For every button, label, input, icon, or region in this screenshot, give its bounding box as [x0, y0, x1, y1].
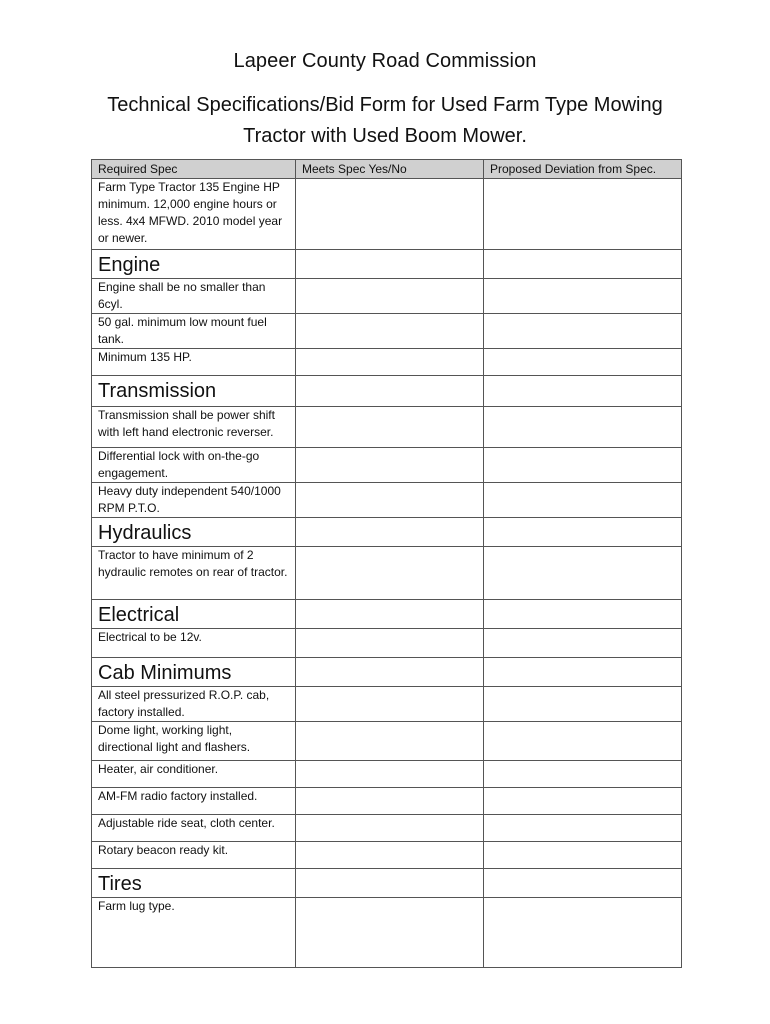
spec-row	[92, 483, 682, 518]
spec-requirement: 50 gal. minimum low mount fuel tank.	[92, 314, 296, 349]
spec-requirement: Engine shall be no smaller than 6cyl.	[92, 279, 296, 314]
section-heading: Cab Minimums	[92, 658, 296, 687]
meets-spec-field[interactable]	[296, 483, 484, 518]
spec-requirement: Farm lug type.	[92, 898, 296, 968]
meets-spec-field[interactable]	[296, 815, 484, 842]
deviation-field[interactable]	[484, 483, 682, 518]
spec-requirement: Dome light, working light, directional light and flashers.	[92, 722, 296, 761]
section-meets-cell	[296, 869, 484, 898]
spec-row	[92, 898, 682, 968]
deviation-field[interactable]	[484, 629, 682, 658]
deviation-field[interactable]	[484, 687, 682, 722]
section-meets-cell	[296, 250, 484, 279]
spec-requirement: AM-FM radio factory installed.	[92, 788, 296, 815]
section-row	[92, 600, 682, 629]
spec-requirement: Heater, air conditioner.	[92, 761, 296, 788]
section-row	[92, 376, 682, 407]
deviation-field[interactable]	[484, 815, 682, 842]
deviation-field[interactable]	[484, 761, 682, 788]
meets-spec-field[interactable]	[296, 349, 484, 376]
meets-spec-field[interactable]	[296, 314, 484, 349]
deviation-field[interactable]	[484, 349, 682, 376]
section-heading: Transmission	[92, 376, 296, 407]
table-header-row	[92, 160, 682, 179]
section-row	[92, 869, 682, 898]
document-subtitle: Technical Specifications/Bid Form for Used Farm Type Mowing Tractor with Used Boom Mower.	[107, 94, 663, 147]
meets-spec-field[interactable]	[296, 761, 484, 788]
deviation-field[interactable]	[484, 279, 682, 314]
section-deviation-cell	[484, 658, 682, 687]
spec-requirement: Transmission shall be power shift with left hand electronic reverser.	[92, 407, 296, 448]
deviation-field[interactable]	[484, 898, 682, 968]
spec-requirement: Minimum 135 HP.	[92, 349, 296, 376]
meets-spec-field[interactable]	[296, 547, 484, 600]
meets-spec-field[interactable]	[296, 448, 484, 483]
section-row	[92, 250, 682, 279]
spec-row	[92, 448, 682, 483]
spec-requirement: Tractor to have minimum of 2 hydraulic remotes on rear of tractor.	[92, 547, 296, 600]
section-heading: Tires	[92, 869, 296, 898]
spec-requirement: Electrical to be 12v.	[92, 629, 296, 658]
spec-requirement: All steel pressurized R.O.P. cab, factory installed.	[92, 687, 296, 722]
spec-row	[92, 279, 682, 314]
section-row	[92, 658, 682, 687]
spec-row	[92, 761, 682, 788]
section-heading: Hydraulics	[92, 518, 296, 547]
document-title: Lapeer County Road Commission	[233, 50, 537, 72]
section-meets-cell	[296, 600, 484, 629]
meets-spec-field[interactable]	[296, 722, 484, 761]
section-deviation-cell	[484, 250, 682, 279]
deviation-field[interactable]	[484, 788, 682, 815]
meets-spec-field[interactable]	[296, 687, 484, 722]
spec-requirement: Farm Type Tractor 135 Engine HP minimum. 12,000 engine hours or less. 4x4 MFWD. 2010 model year or newer.	[92, 179, 296, 250]
spec-row	[92, 788, 682, 815]
section-meets-cell	[296, 518, 484, 547]
spec-row	[92, 722, 682, 761]
header-meets-spec: Meets Spec Yes/No	[296, 160, 484, 179]
deviation-field[interactable]	[484, 448, 682, 483]
spec-row	[92, 179, 682, 250]
deviation-field[interactable]	[484, 547, 682, 600]
spec-requirement: Differential lock with on-the-go engagement.	[92, 448, 296, 483]
spec-table	[91, 159, 682, 968]
spec-row	[92, 547, 682, 600]
spec-row	[92, 687, 682, 722]
spec-row	[92, 815, 682, 842]
meets-spec-field[interactable]	[296, 279, 484, 314]
section-deviation-cell	[484, 376, 682, 407]
spec-row	[92, 842, 682, 869]
section-heading: Engine	[92, 250, 296, 279]
meets-spec-field[interactable]	[296, 407, 484, 448]
section-meets-cell	[296, 376, 484, 407]
section-deviation-cell	[484, 600, 682, 629]
section-row	[92, 518, 682, 547]
meets-spec-field[interactable]	[296, 179, 484, 250]
deviation-field[interactable]	[484, 842, 682, 869]
spec-row	[92, 349, 682, 376]
deviation-field[interactable]	[484, 314, 682, 349]
section-deviation-cell	[484, 518, 682, 547]
spec-row	[92, 407, 682, 448]
spec-row	[92, 629, 682, 658]
meets-spec-field[interactable]	[296, 629, 484, 658]
meets-spec-field[interactable]	[296, 788, 484, 815]
meets-spec-field[interactable]	[296, 842, 484, 869]
deviation-field[interactable]	[484, 179, 682, 250]
header-required-spec: Required Spec	[92, 160, 296, 179]
deviation-field[interactable]	[484, 722, 682, 761]
deviation-field[interactable]	[484, 407, 682, 448]
spec-requirement: Rotary beacon ready kit.	[92, 842, 296, 869]
meets-spec-field[interactable]	[296, 898, 484, 968]
spec-requirement: Heavy duty independent 540/1000 RPM P.T.O.	[92, 483, 296, 518]
section-deviation-cell	[484, 869, 682, 898]
section-heading: Electrical	[92, 600, 296, 629]
spec-row	[92, 314, 682, 349]
header-proposed-deviation: Proposed Deviation from Spec.	[484, 160, 682, 179]
spec-requirement: Adjustable ride seat, cloth center.	[92, 815, 296, 842]
section-meets-cell	[296, 658, 484, 687]
